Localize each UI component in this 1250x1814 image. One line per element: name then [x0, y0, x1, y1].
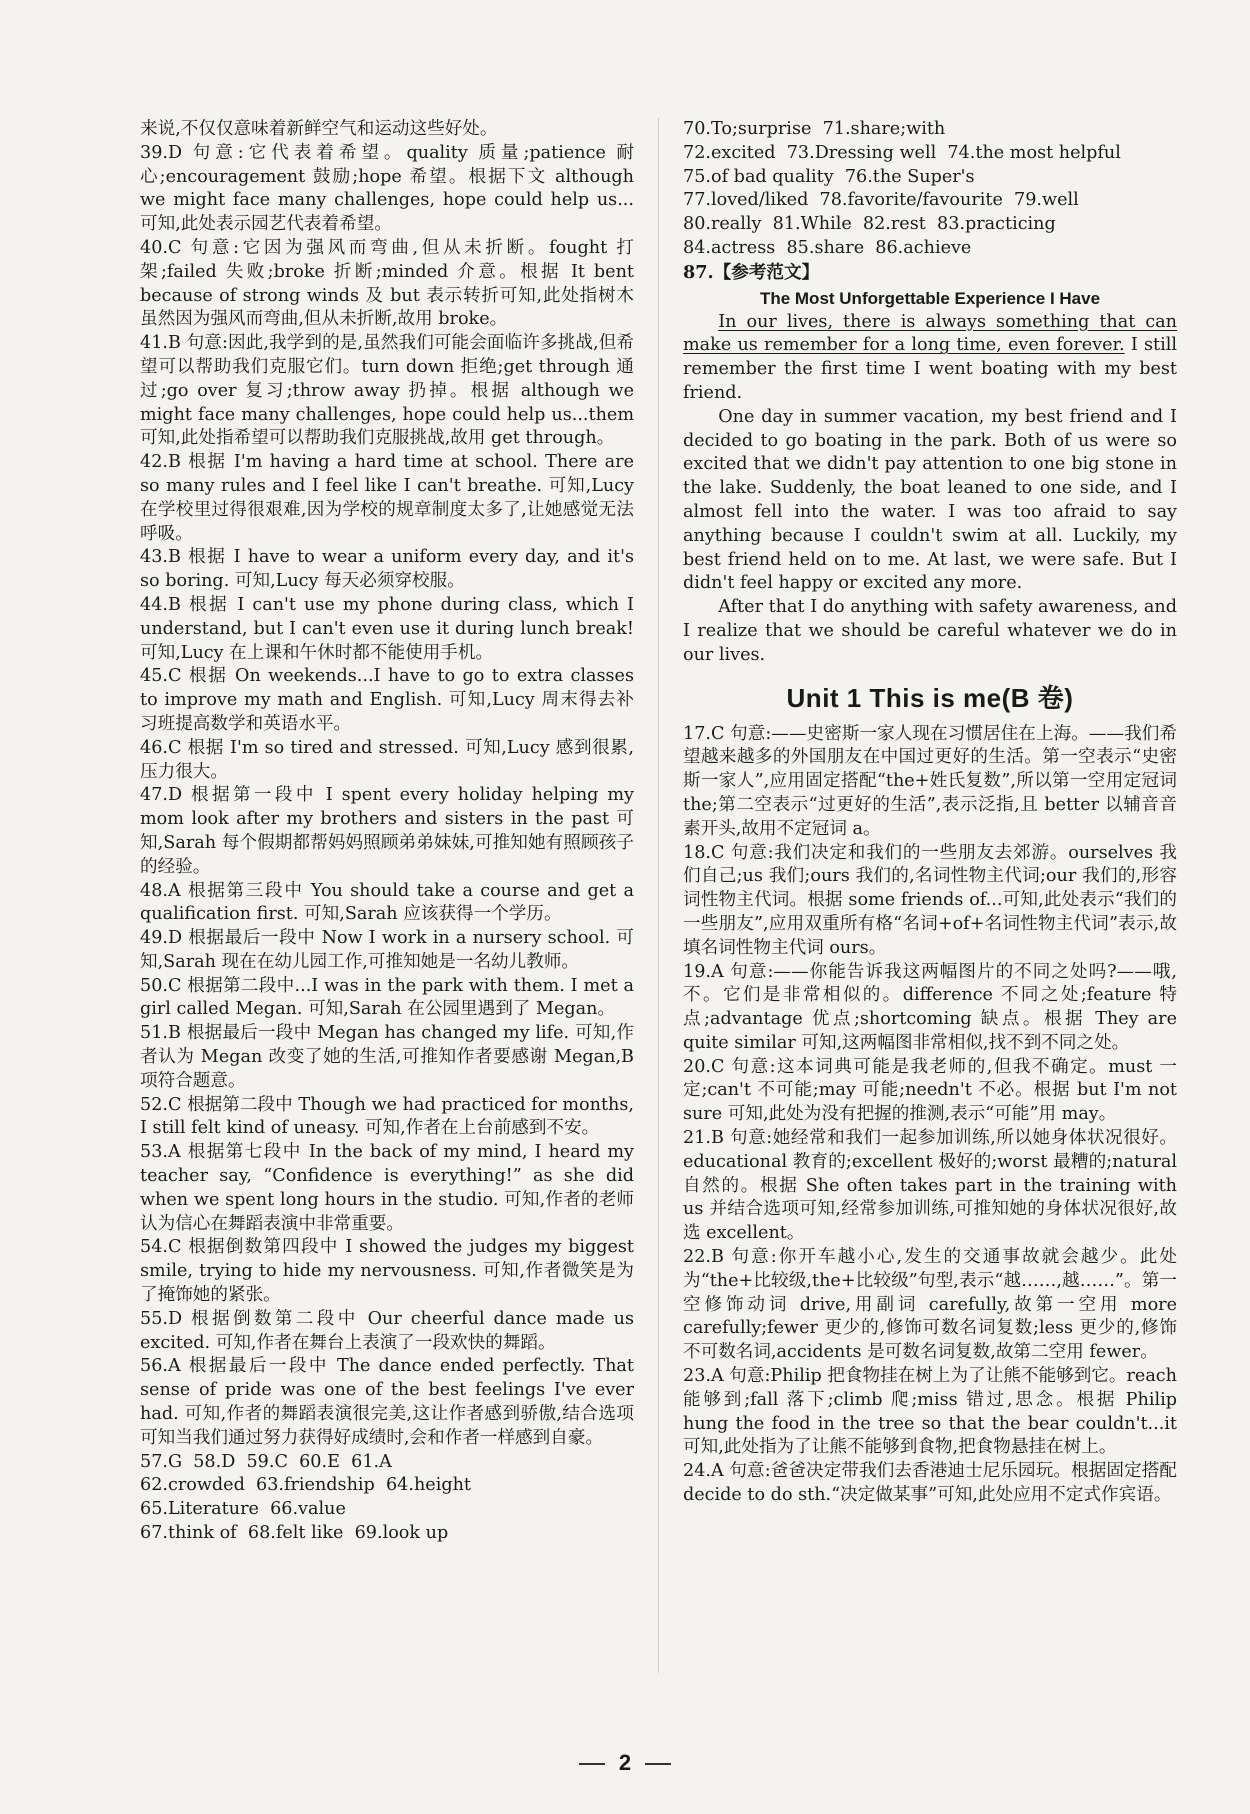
- answer-explanation: D 句意:它代表着希望。quality 质量;patience 耐心;encouragement 鼓励;hope 希望。根据下文 although we might face many challenges, hope could help us... 可知,此处表示园艺代表着希望。: [140, 142, 634, 235]
- answer-item: [683, 723, 1177, 842]
- right-column: [683, 118, 1177, 1508]
- answer-explanation: B 句意:你开车越小心,发生的交通事故就会越少。此处为“the+比较级,the+比较级”句型,表示“越……,越……”。第一空修饰动词 drive,用副词 carefully,故第一空用 more carefully;fewer 更少的,修饰可数名词复数;less 更少的,修饰不可数名词,accidents 是可数名词复数,故第二空用 fewer。: [683, 1247, 1177, 1363]
- answer-item: [683, 842, 1177, 961]
- short-answer-line: 70.To;surprise 71.share;with: [683, 119, 946, 139]
- short-answer-line: 65.Literature 66.value: [140, 1499, 346, 1520]
- answer-item: [140, 237, 634, 332]
- answer-item: [683, 961, 1177, 1056]
- answer-number: 23.: [683, 1366, 711, 1387]
- answer-explanation: B 根据 I'm having a hard time at school. There are so many rules and I feel like I can't breathe. 可知,Lucy 在学校里过得很艰难,因为学校的规章制度太多了,让她感觉无法呼吸。: [140, 452, 634, 544]
- essay-p1-rest: I still remember the first time I went boating with my best friend.: [683, 335, 1177, 403]
- answer-item: [683, 1127, 1177, 1246]
- answer-explanation: B 根据 I have to wear a uniform every day, and it's so boring. 可知,Lucy 每天必须穿校服。: [140, 547, 634, 592]
- answer-number: 42.: [140, 452, 168, 473]
- short-answer-line: 57.G 58.D 59.C 60.E 61.A: [140, 1451, 392, 1472]
- essay-paragraph-2: One day in summer vacation, my best friend and I decided to go boating in the park. Both of us were so excited that we didn't pay attention to one big stone in the lake. Suddenly, the boat leaned to one side, and I almost fell into the water. I was too afraid to say anything because I couldn't swim at all. Luckily, my best friend held on to me. At last, we were safe. But I didn't feel happy or excited any more.: [683, 406, 1177, 594]
- page-number-value: 2: [618, 1750, 632, 1775]
- answer-explanation: A 句意:爸爸决定带我们去香港迪士尼乐园玩。根据固定搭配 decide to do sth.“决定做某事”可知,此处应用不定式作宾语。: [683, 1461, 1177, 1506]
- answer-explanation: A 根据第三段中 You should take a course and get a qualification first. 可知,Sarah 应该获得一个学历。: [140, 880, 634, 925]
- answer-number: 50.: [140, 975, 168, 996]
- answer-item: [140, 880, 634, 928]
- answer-item: [683, 1246, 1177, 1365]
- answer-number: 48.: [140, 880, 168, 901]
- answer-explanation: A 句意:Philip 把食物挂在树上为了让熊不能够到它。reach 能够到;fall 落下;climb 爬;miss 错过,思念。根据 Philip hung the food in the tree so that the bear couldn't...it 可知,此处指为了让熊不能够到食物,把食物悬挂在树上。: [683, 1366, 1177, 1458]
- answer-number: 21.: [683, 1128, 711, 1149]
- answer-item: [683, 1365, 1177, 1460]
- answer-item: [140, 546, 634, 594]
- short-answer-line: 62.crowded 63.friendship 64.height: [140, 1475, 471, 1496]
- essay-paragraph-3: After that I do anything with safety awareness, and I realize that we should be careful whatever we do in our lives.: [683, 597, 1177, 665]
- essay-topic-sentence: In our lives, there is always something that can make us remember for a long time, even forever.: [683, 311, 1177, 356]
- answer-explanation: C 根据倒数第四段中 I showed the judges my biggest smile, trying to hide my nervousness. 可知,作者微笑是为了掩饰她的紧张。: [140, 1237, 634, 1306]
- left-short-answers: [140, 1451, 634, 1546]
- answer-explanation: B 句意:因此,我学到的是,虽然我们可能会面临许多挑战,但希望可以帮助我们克服它们。turn down 拒绝;get through 通过;go over 复习;throw away 扔掉。根据 although we might face many challenges, hope could help us...them 可知,此处指希望可以帮助我们克服挑战,故用 get through。: [140, 333, 634, 449]
- answer-number: 47.: [140, 785, 168, 806]
- answer-explanation: A 根据最后一段中 The dance ended perfectly. That sense of pride was one of the best feelings I've ever had. 可知,作者的舞蹈表演很完美,这让作者感到骄傲,结合选项可知当我们通过努力获得好成绩时,会和作者一样感到自豪。: [140, 1356, 634, 1448]
- essay-title: The Most Unforgettable Experience I Have: [759, 288, 1101, 308]
- answer-item: [140, 451, 634, 546]
- answer-number: 55.: [140, 1308, 168, 1329]
- answer-item: [140, 1094, 634, 1142]
- column-divider: [658, 118, 659, 1673]
- answer-explanation: C 句意:这本词典可能是我老师的,但我不确定。must 一定;can't 不可能;may 可能;needn't 不必。根据 but I'm not sure 可知,此处为没有把握的推测,表示“可能”用 may。: [683, 1056, 1177, 1125]
- answer-number: 22.: [683, 1247, 711, 1268]
- answer-number: 52.: [140, 1094, 168, 1115]
- essay-paragraph-1: [683, 311, 1177, 406]
- answer-explanation: C 句意:它因为强风而弯曲,但从未折断。fought 打架;failed 失败;broke 折断;minded 介意。根据 It bent because of strong winds 及 but 表示转折可知,此处指树木虽然因为强风而弯曲,但从未折断,故用 broke。: [140, 237, 634, 330]
- answer-item: [140, 975, 634, 1023]
- page-number-dash-right: [645, 1763, 671, 1765]
- answer-explanation: B 根据最后一段中 Megan has changed my life. 可知,作者认为 Megan 改变了她的生活,可推知作者要感谢 Megan,B 项符合题意。: [140, 1023, 634, 1091]
- answer-explanation: C 根据 I'm so tired and stressed. 可知,Lucy 感到很累,压力很大。: [140, 737, 634, 782]
- answer-explanation: A 句意:——你能告诉我这两幅图片的不同之处吗?——哦,不。它们是非常相似的。difference 不同之处;feature 特点;advantage 优点;shortcoming 缺点。根据 They are quite similar 可知,这两幅图非常相似,找不到不同之处。: [683, 961, 1177, 1053]
- answer-item: [140, 927, 634, 975]
- answer-number: 18.: [683, 842, 711, 863]
- answer-explanation: D 根据倒数第二段中 Our cheerful dance made us excited. 可知,作者在舞台上表演了一段欢快的舞蹈。: [140, 1308, 634, 1353]
- left-answer-list: [140, 118, 634, 1451]
- answer-item: [140, 1308, 634, 1356]
- short-answer-line: 84.actress 85.share 86.achieve: [683, 237, 972, 258]
- answer-explanation: 来说,不仅仅意味着新鲜空气和运动这些好处。: [140, 119, 498, 139]
- page-number: [0, 1750, 1250, 1776]
- unit-heading: Unit 1 This is me(B 卷): [786, 682, 1074, 713]
- answer-number: 43.: [140, 547, 168, 568]
- right-answer-list: [683, 723, 1177, 1508]
- answer-number: 19.: [683, 961, 711, 982]
- answer-number: 20.: [683, 1056, 711, 1077]
- answer-item: [683, 1056, 1177, 1127]
- right-short-answers: [683, 118, 1177, 261]
- answer-explanation: A 根据第七段中 In the back of my mind, I heard my teacher say, “Confidence is everything!” as she did when we spent long hours in the studio. 可知,作者的老师认为信心在舞蹈表演中非常重要。: [140, 1142, 634, 1234]
- answer-number: 17.: [683, 723, 711, 744]
- answer-explanation: C 根据 On weekends...I have to go to extra classes to improve my math and English. 可知,Lucy 周末得去补习班提高数学和英语水平。: [140, 666, 634, 734]
- answer-number: 49.: [140, 928, 168, 949]
- answer-number: 40.: [140, 237, 168, 258]
- answer-explanation: C 根据第二段中 Though we had practiced for months, I still felt kind of uneasy. 可知,作者在上台前感到不安。: [140, 1094, 634, 1139]
- answer-item: [683, 1460, 1177, 1508]
- answer-explanation: B 句意:她经常和我们一起参加训练,所以她身体状况很好。educational 教育的;excellent 极好的;worst 最糟的;natural 自然的。根据 She often takes part in the training with us 并结合选项可知,经常参加训练,可推知她的身体状况很好,故选 excellent。: [683, 1128, 1177, 1244]
- answer-item: [140, 332, 634, 451]
- answer-number: 54.: [140, 1237, 168, 1258]
- short-answer-line: 72.excited 73.Dressing well 74.the most helpful: [683, 142, 1121, 163]
- answer-item: [140, 665, 634, 736]
- answer-item: [140, 1236, 634, 1307]
- short-answer-line: 67.think of 68.felt like 69.look up: [140, 1523, 449, 1544]
- answer-item: [140, 784, 634, 879]
- answer-number: 41.: [140, 333, 168, 354]
- answer-number: 45.: [140, 666, 168, 687]
- left-column: [140, 118, 634, 1546]
- answer-number: 56.: [140, 1356, 168, 1377]
- answer-item: [140, 737, 634, 785]
- answer-item: [140, 1141, 634, 1236]
- answer-item: [140, 1022, 634, 1093]
- short-answer-line: 77.loved/liked 78.favorite/favourite 79.well: [683, 190, 1079, 211]
- answer-item: [140, 1355, 634, 1450]
- answer-number: 24.: [683, 1461, 711, 1482]
- answer-explanation: B 根据 I can't use my phone during class, which I understand, but I can't even use it during lunch break! 可知,Lucy 在上课和午休时都不能使用手机。: [140, 594, 634, 663]
- answer-item: [140, 142, 634, 237]
- answer-explanation: C 句意:我们决定和我们的一些朋友去郊游。ourselves 我们自己;us 我们;ours 我们的,名词性物主代词;our 我们的,形容词性物主代词。根据 some friends of...可知,此处表示“我们的一些朋友”,应用双重所有格“名词+of+名词性物主代词”表示,故填名词性物主代词 ours。: [683, 842, 1177, 958]
- answer-explanation: C 根据第二段中...I was in the park with them. I met a girl called Megan. 可知,Sarah 在公园里遇到了 Megan。: [140, 975, 634, 1020]
- answer-number: 51.: [140, 1023, 168, 1044]
- answer-number: 46.: [140, 737, 168, 758]
- answer-explanation: D 根据第一段中 I spent every holiday helping my mom look after my brothers and sisters in the past 可知,Sarah 每个假期都帮妈妈照顾弟弟妹妹,可推知她有照顾孩子的经验。: [140, 785, 634, 877]
- answer-item: [140, 594, 634, 665]
- short-answer-line: 80.really 81.While 82.rest 83.practicing: [683, 214, 1056, 235]
- answer-number: 53.: [140, 1142, 168, 1163]
- answer-explanation: D 根据最后一段中 Now I work in a nursery school. 可知,Sarah 现在在幼儿园工作,可推知她是一名幼儿教师。: [140, 928, 634, 972]
- short-answer-line: 75.of bad quality 76.the Super's: [683, 166, 975, 187]
- answer-item: [140, 118, 634, 142]
- answer-number: 39.: [140, 142, 168, 163]
- page-number-dash-left: [579, 1763, 605, 1765]
- essay-label: 87.【参考范文】: [683, 261, 820, 283]
- answer-number: 44.: [140, 594, 168, 615]
- answer-explanation: C 句意:——史密斯一家人现在习惯居住在上海。——我们希望越来越多的外国朋友在中国过更好的生活。第一空表示“史密斯一家人”,应用固定搭配“the+姓氏复数”,所以第一空用定冠词 the;第二空表示“过更好的生活”,表示泛指,且 better 以辅音音素开头,故用不定冠词 a。: [683, 723, 1177, 839]
